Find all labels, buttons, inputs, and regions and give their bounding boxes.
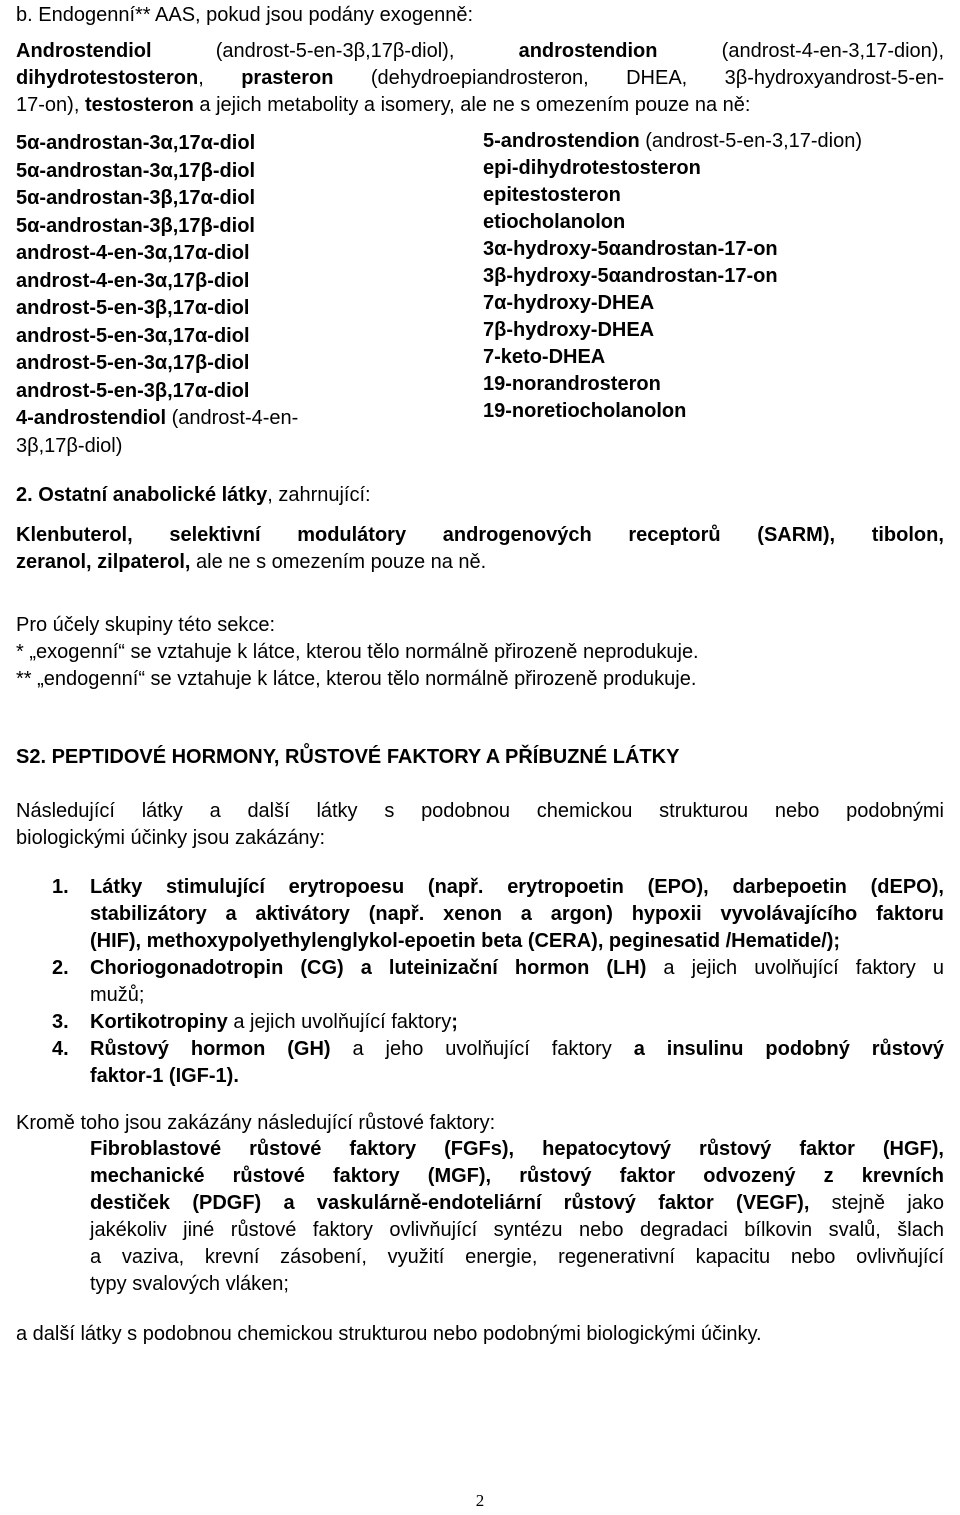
closing-line: a další látky s podobnou chemickou strukturou nebo podobnými biologickými účinky. [16, 1323, 762, 1345]
growth-line [90, 1217, 944, 1244]
list-item: 7α-hydroxy-DHEA [483, 292, 655, 314]
list-item: 19-noretiocholanolon [483, 400, 687, 422]
list-item: 7β-hydroxy-DHEA [483, 319, 655, 341]
list-line [90, 982, 944, 1009]
prohibited-list-item [16, 1009, 944, 1036]
text-run: Růstový hormon (GH) [90, 1038, 331, 1060]
text-run: stejně jako [809, 1192, 945, 1214]
word: a [225, 903, 237, 925]
list-line [90, 1009, 944, 1036]
growth-line [90, 1163, 944, 1190]
section-b-intro [16, 38, 944, 119]
text-line [16, 798, 944, 825]
list-line [90, 955, 944, 982]
word: erytropoesu [288, 876, 405, 898]
list-item: 3β-hydroxy-5αandrostan-17-on [483, 265, 778, 287]
s2-intro [16, 798, 944, 852]
growth-line [90, 1190, 944, 1217]
metabolite-list-right [483, 128, 953, 425]
text-run: a jejich uvolňující faktory [227, 1011, 452, 1033]
word: Látky [90, 876, 143, 898]
word: nebo [774, 800, 820, 822]
word: a [209, 800, 221, 822]
prohibited-list-item [16, 874, 944, 955]
list-item: 7-keto-DHEA [483, 346, 606, 368]
list-item: 5α-androstan-3α,17β-diol [16, 159, 256, 182]
text-run: a jejich metabolity a isomery, ale ne s omezením pouze na ně: [193, 94, 751, 116]
text-run: (dehydroepiandrosteron, DHEA, 3β-hydroxyandrost-5-en- [333, 67, 944, 89]
definitions-note [16, 612, 944, 693]
word: faktoru [876, 903, 944, 925]
list-item: epitestosteron [483, 184, 621, 206]
growth-factors-body [90, 1136, 944, 1298]
text-run: a insulinu podobný růstový [633, 1038, 944, 1060]
text-run: ; [451, 1011, 458, 1033]
list-item: 19-norandrosteron [483, 373, 661, 395]
definition-exogenous: * „exogenní“ se vztahuje k látce, kterou tělo normálně přirozeně neprodukuje. [16, 641, 699, 663]
intro-line [16, 38, 944, 65]
list-item: androst-4-en-3α,17α-diol [16, 242, 250, 264]
list-line [90, 1063, 944, 1090]
list-item: epi-dihydrotestosteron [483, 157, 701, 179]
list-item: etiocholanolon [483, 211, 626, 233]
growth-factors-intro: Kromě toho jsou zakázány následující růstové faktory: [16, 1112, 496, 1134]
prohibited-list-item [16, 955, 944, 1009]
text-line [16, 522, 944, 549]
text-run: , [198, 67, 242, 89]
other-anabolic-heading: 2. Ostatní anabolické látky, zahrnující: [16, 484, 371, 506]
list-item: 5α-androstan-3α,17α-diol [16, 132, 256, 154]
text-run: destiček (PDGF) a vaskulárně-endoteliární růstový faktor (VEGF), [90, 1192, 810, 1214]
list-number: 1. [52, 876, 69, 898]
list-line [90, 1036, 944, 1063]
word: podobnou [421, 800, 511, 822]
word: s [384, 800, 395, 822]
text-run: 17-on), [16, 94, 85, 116]
list-item: 5α-androstan-3β,17α-diol [16, 187, 256, 209]
prohibited-list [16, 874, 944, 1090]
text-line: zeranol, zilpaterol, ale ne s omezením pouze na ně. [16, 551, 487, 573]
text-run: Choriogonadotropin (CG) a luteinizační hormon (LH) [90, 957, 647, 979]
word: (dEPO), [870, 876, 944, 898]
list-item: 5α-androstan-3β,17β-diol [16, 214, 255, 237]
word: strukturou [659, 800, 749, 822]
list-line [90, 874, 944, 901]
text-run: (androst-4-en-3,17-dion), [657, 40, 945, 62]
word: (EPO), [647, 876, 709, 898]
text-run: Kortikotropiny [90, 1011, 228, 1033]
list-item: androst-5-en-3β,17α-diol [16, 379, 250, 402]
text-run: a jejich uvolňující faktory u [646, 957, 944, 979]
word: a [520, 903, 532, 925]
word: Následující [16, 800, 115, 822]
text-run: mužů; [90, 984, 145, 1006]
list-item: 4-androstendiol (androst-4-en- [16, 407, 299, 429]
word: látky [141, 800, 183, 822]
list-item: 3β,17β-diol) [16, 434, 123, 457]
word: xenon [443, 903, 502, 925]
page-number: 2 [475, 1491, 485, 1510]
list-item: 5-androstendion (androst-5-en-3,17-dion) [483, 130, 863, 152]
list-item: androst-4-en-3α,17β-diol [16, 269, 250, 292]
growth-line [90, 1244, 944, 1271]
text-line: biologickými účinky jsou zakázány: [16, 827, 326, 849]
other-anabolic-text [16, 522, 944, 576]
text-run: androstendion [518, 40, 658, 62]
growth-line [90, 1271, 944, 1298]
section-b-heading: b. Endogenní** AAS, pokud jsou podány exogenně: [16, 4, 474, 26]
list-number: 2. [52, 957, 69, 979]
word: látky [316, 800, 358, 822]
word: hypoxii [631, 903, 702, 925]
text-run: testosteron [84, 94, 194, 116]
definitions-title: Pro účely skupiny této sekce: [16, 614, 276, 636]
text-run: dihydrotestosteron [16, 67, 199, 89]
text-run: (androst-5-en-3β,17β-diol), [151, 40, 519, 62]
list-number: 3. [52, 1011, 69, 1033]
word: (např. [427, 876, 484, 898]
word: modulátory [297, 524, 407, 546]
word: receptorů [628, 524, 721, 546]
word: vyvolávajícího [720, 903, 858, 925]
word: stabilizátory [90, 903, 207, 925]
definition-endogenous: ** „endogenní“ se vztahuje k látce, kterou tělo normálně přirozeně produkuje. [16, 668, 697, 690]
word: (SARM), [757, 524, 836, 546]
word: androgenových [442, 524, 592, 546]
list-number: 4. [52, 1038, 69, 1060]
text-run: (HIF), methoxypolyethylenglykol-epoetin beta (CERA), peginesatid /Hematide/); [90, 930, 841, 952]
word: darbepoetin [732, 876, 847, 898]
list-item: androst-5-en-3β,17α-diol [16, 297, 250, 319]
word: tibolon, [871, 524, 944, 546]
text-run: jakékoliv jiné růstové faktory ovlivňující syntézu nebo degradaci bílkovin svalů, šlach [90, 1219, 944, 1241]
metabolite-list-left [16, 130, 346, 460]
text-run: mechanické růstové faktory (MGF), růstový faktor odvozený z krevních [90, 1165, 944, 1187]
word: aktivátory [255, 903, 350, 925]
word: Klenbuterol, [16, 524, 133, 546]
list-item: androst-5-en-3α,17α-diol [16, 324, 250, 347]
text-run: prasteron [241, 67, 334, 89]
word: argon) [550, 903, 613, 925]
text-run: a jeho uvolňující faktory [330, 1038, 634, 1060]
word: erytropoetin [507, 876, 624, 898]
list-item: androst-5-en-3α,17β-diol [16, 352, 250, 374]
text-run: faktor-1 (IGF-1). [90, 1065, 239, 1087]
word: (např. [368, 903, 425, 925]
text-run: typy svalových vláken; [90, 1273, 289, 1295]
word: další [247, 800, 290, 822]
word: selektivní [169, 524, 261, 546]
text-run: a vaziva, krevní zásobení, využití energie, regenerativní kapacitu nebo ovlivňující [90, 1246, 944, 1268]
word: podobnými [846, 800, 944, 822]
list-item: 3α-hydroxy-5αandrostan-17-on [483, 238, 778, 260]
growth-line [90, 1136, 944, 1163]
section-s2-title: S2. PEPTIDOVÉ HORMONY, RŮSTOVÉ FAKTORY A PŘÍBUZNÉ LÁTKY [16, 746, 680, 768]
intro-line [16, 92, 944, 119]
list-line [90, 901, 944, 928]
prohibited-list-item [16, 1036, 944, 1090]
word: chemickou [536, 800, 633, 822]
text-run: Androstendiol [16, 40, 152, 62]
intro-line [16, 65, 944, 92]
list-line [90, 928, 944, 955]
text-run: Fibroblastové růstové faktory (FGFs), hepatocytový růstový faktor (HGF), [90, 1138, 944, 1160]
word: stimulující [165, 876, 265, 898]
